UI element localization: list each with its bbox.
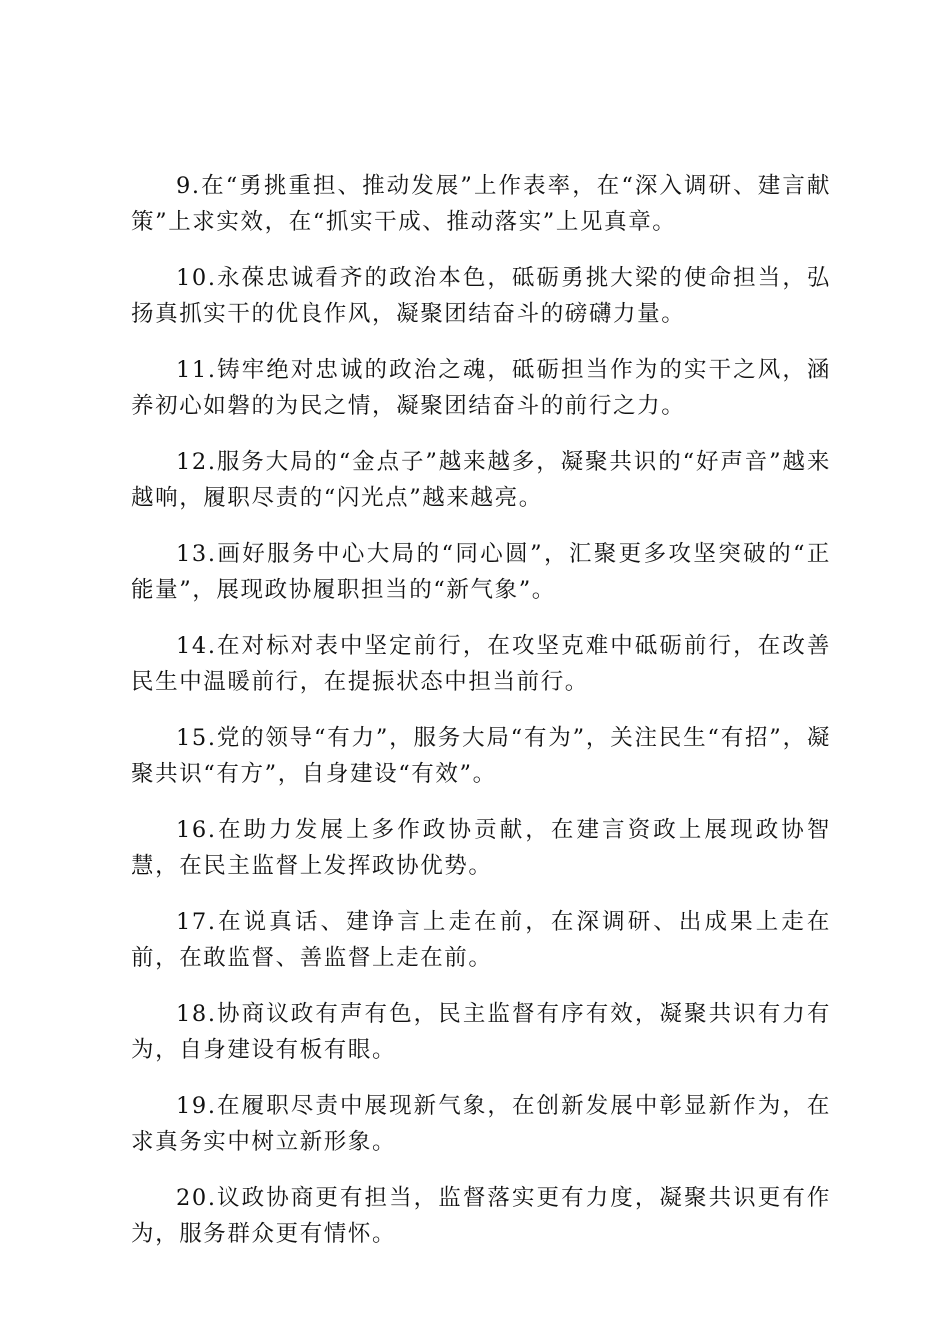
paragraph-11: 11.铸牢绝对忠诚的政治之魂，砥砺担当作为的实干之风，涵养初心如磐的为民之情，凝聚团结奋斗的前行之力。 — [131, 357, 831, 419]
paragraph-9: 9.在“勇挑重担、推动发展”上作表率，在“深入调研、建言献策”上求实效，在“抓实干成、推动落实”上见真章。 — [131, 173, 831, 235]
document-body — [131, 168, 831, 1272]
paragraph-13: 13.画好服务中心大局的“同心圆”，汇聚更多攻坚突破的“正能量”，展现政协履职担当的“新气象”。 — [131, 541, 831, 603]
paragraph-14: 14.在对标对表中坚定前行，在攻坚克难中砥砺前行，在改善民生中温暖前行，在提振状态中担当前行。 — [131, 633, 831, 695]
paragraph-19: 19.在履职尽责中展现新气象，在创新发展中彰显新作为，在求真务实中树立新形象。 — [131, 1093, 831, 1155]
paragraph-20: 20.议政协商更有担当，监督落实更有力度，凝聚共识更有作为，服务群众更有情怀。 — [131, 1185, 831, 1247]
paragraph-12: 12.服务大局的“金点子”越来越多，凝聚共识的“好声音”越来越响，履职尽责的“闪光点”越来越亮。 — [131, 449, 831, 511]
paragraph-18: 18.协商议政有声有色，民主监督有序有效，凝聚共识有力有为，自身建设有板有眼。 — [131, 1001, 831, 1063]
paragraph-17: 17.在说真话、建诤言上走在前，在深调研、出成果上走在前，在敢监督、善监督上走在前。 — [131, 909, 831, 971]
paragraph-10: 10.永葆忠诚看齐的政治本色，砥砺勇挑大梁的使命担当，弘扬真抓实干的优良作风，凝聚团结奋斗的磅礴力量。 — [131, 265, 831, 327]
paragraph-15: 15.党的领导“有力”，服务大局“有为”，关注民生“有招”，凝聚共识“有方”，自身建设“有效”。 — [131, 725, 831, 787]
paragraph-16: 16.在助力发展上多作政协贡献，在建言资政上展现政协智慧，在民主监督上发挥政协优势。 — [131, 817, 831, 879]
